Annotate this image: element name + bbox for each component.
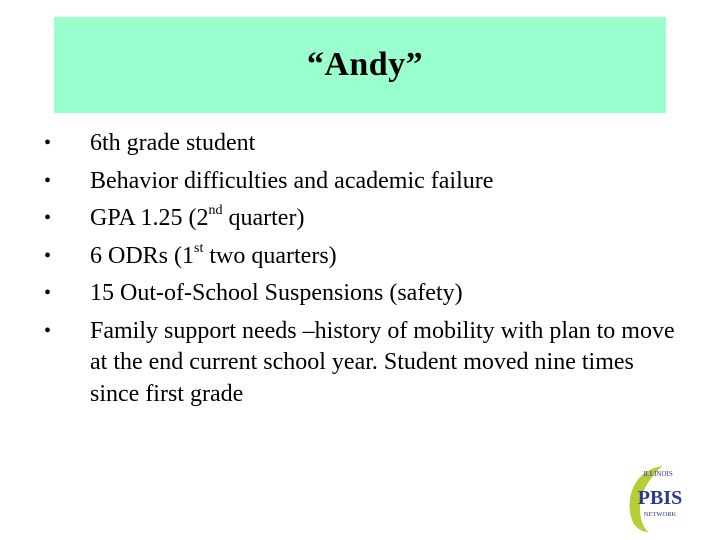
list-item xyxy=(44,241,684,273)
logo-line2: PBIS xyxy=(637,487,683,509)
bullet-text: GPA 1.25 (2nd quarter) xyxy=(90,203,305,231)
slide-title: “Andy” xyxy=(306,46,424,83)
illinois-pbis-network-logo xyxy=(622,462,684,534)
bullet-text: Behavior difficulties and academic failure xyxy=(90,167,494,194)
logo-line3: NETWORK xyxy=(643,511,677,518)
bullet-icon: • xyxy=(44,169,52,192)
bullet-icon: • xyxy=(44,132,52,154)
bullet-text: 6th grade student xyxy=(90,130,256,156)
list-item xyxy=(44,278,684,310)
bullet-icon: • xyxy=(44,244,52,267)
list-item xyxy=(44,316,684,411)
bullet-icon: • xyxy=(44,282,52,304)
list-item xyxy=(44,203,684,235)
bullet-text: Family support needs –history of mobility with plan to move at the end current school year. Student moved nine times since first grade xyxy=(90,317,675,407)
bullet-text: 15 Out-of-School Suspensions (safety) xyxy=(90,280,463,306)
logo-line1: ILLINOIS xyxy=(643,470,673,478)
bullet-icon: • xyxy=(44,207,52,229)
bullet-text: 6 ODRs (1st two quarters) xyxy=(90,240,337,269)
list-item xyxy=(44,166,684,198)
bullet-list xyxy=(44,128,684,416)
bullet-icon: • xyxy=(44,319,52,342)
list-item xyxy=(44,128,684,160)
title-banner xyxy=(54,17,666,113)
